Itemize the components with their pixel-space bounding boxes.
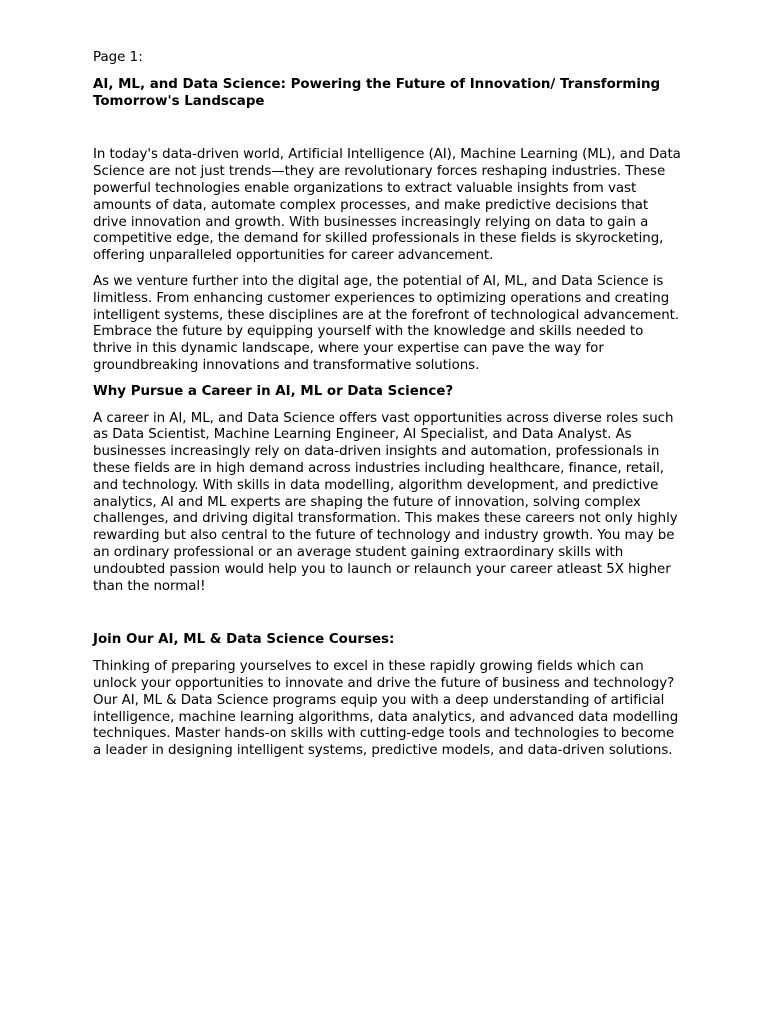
title-spacer [93,110,683,147]
intro-paragraph: As we venture further into the digital age, the potential of AI, ML, and Data Science is limitless. From enhancing customer experiences to optimizing operations and creating intelligent systems, these disciplines are at the forefront of technological advancement. Embrace the future by equipping yourself with the knowledge and skills needed to thrive in this dynamic landscape, where your expertise can pave the way for groundbreaking innovations and transformative solutions. [93,273,680,373]
page-label: Page 1: [93,50,143,65]
document-page [93,50,683,769]
courses-section-heading: Join Our AI, ML & Data Science Courses: [93,632,395,648]
career-section-body: A career in AI, ML, and Data Science offers vast opportunities across diverse roles such as Data Scientist, Machine Learning Engineer, AI Specialist, and Data Analyst. As businesses increasingly rely on data-driven insights and automation, professionals in these fields are in high demand across industries including healthcare, finance, retail, and technology. With skills in data modelling, algorithm development, and predictive analytics, AI and ML experts are shaping the future of innovation, solving complex challenges, and driving digital transformation. This makes these careers not only highly rewarding but also central to the future of technology and industry growth. You may be an ordinary professional or an average student gaining extraordinary skills with undoubted passion would help you to launch or relaunch your career atleast 5X higher than the normal! [93,410,678,594]
document-title: AI, ML, and Data Science: Powering the Future of Innovation/ Transforming Tomorrow's Landscape [93,76,661,109]
section-spacer [93,604,683,632]
career-section-heading: Why Pursue a Career in AI, ML or Data Science? [93,383,454,399]
courses-section-body: Thinking of preparing yourselves to excel in these rapidly growing fields which can unlock your opportunities to innovate and drive the future of business and technology? Our AI, ML & Data Science programs equip you with a deep understanding of artificial intelligence, machine learning algorithms, data analytics, and advanced data modelling techniques. Master hands-on skills with cutting-edge tools and technologies to become a leader in designing intelligent systems, predictive models, and data-driven solutions. [93,659,679,759]
intro-paragraph: In today's data-driven world, Artificial Intelligence (AI), Machine Learning (ML), and Data Science are not just trends—they are revolutionary forces reshaping industries. These powerful technologies enable organizations to extract valuable insights from vast amounts of data, automate complex processes, and make predictive decisions that drive innovation and growth. With businesses increasingly relying on data to gain a competitive edge, the demand for skilled professionals in these fields is skyrocketing, offering unparalleled opportunities for career advancement. [93,147,681,264]
